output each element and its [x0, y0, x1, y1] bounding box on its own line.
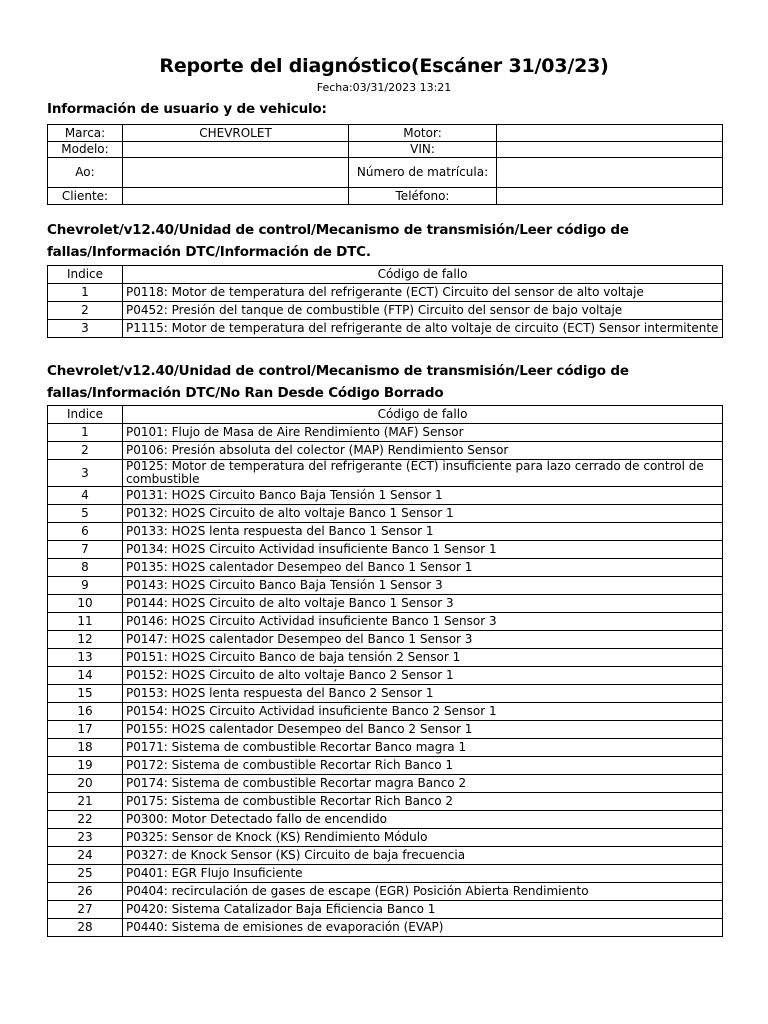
row-index: 27 — [48, 901, 123, 919]
table-row — [48, 793, 723, 811]
row-index: 21 — [48, 793, 123, 811]
row-index: 20 — [48, 775, 123, 793]
table-row — [48, 865, 723, 883]
table-row — [48, 284, 723, 302]
row-fault-code: P0151: HO2S Circuito Banco de baja tensión 2 Sensor 1 — [123, 649, 723, 667]
dtc-table-body — [48, 424, 723, 937]
table-row — [48, 649, 723, 667]
row-index: 1 — [48, 284, 123, 302]
row-fault-code: P0118: Motor de temperatura del refrigerante (ECT) Circuito del sensor de alto voltaje — [123, 284, 723, 302]
table-row — [48, 775, 723, 793]
row-index: 12 — [48, 631, 123, 649]
dtc-table-info — [47, 265, 723, 338]
row-fault-code: P0152: HO2S Circuito de alto voltaje Banco 2 Sensor 1 — [123, 667, 723, 685]
row-index: 8 — [48, 559, 123, 577]
row-fault-code: P0135: HO2S calentador Desempeo del Banco 1 Sensor 1 — [123, 559, 723, 577]
row-fault-code: P0300: Motor Detectado fallo de encendido — [123, 811, 723, 829]
table-row — [48, 631, 723, 649]
row-index: 13 — [48, 649, 123, 667]
table-row — [48, 559, 723, 577]
row-fault-code: P0132: HO2S Circuito de alto voltaje Banco 1 Sensor 1 — [123, 505, 723, 523]
vehicle-info-table — [47, 124, 723, 205]
value-ao — [123, 158, 349, 188]
table-row — [48, 685, 723, 703]
dtc-table-body — [48, 284, 723, 338]
row-index: 23 — [48, 829, 123, 847]
row-index: 15 — [48, 685, 123, 703]
row-index: 1 — [48, 424, 123, 442]
row-index: 3 — [48, 460, 123, 487]
row-fault-code: P0155: HO2S calentador Desempeo del Banco 2 Sensor 1 — [123, 721, 723, 739]
row-fault-code: P0420: Sistema Catalizador Baja Eficiencia Banco 1 — [123, 901, 723, 919]
value-cliente — [123, 188, 349, 205]
dtc-table-not-ran — [47, 405, 723, 937]
row-index: 25 — [48, 865, 123, 883]
row-fault-code: P0106: Presión absoluta del colector (MAP) Rendimiento Sensor — [123, 442, 723, 460]
label-motor: Motor: — [349, 125, 497, 142]
row-fault-code: P0143: HO2S Circuito Banco Baja Tensión 1 Sensor 3 — [123, 577, 723, 595]
report-title: Reporte del diagnóstico(Escáner 31/03/23) — [159, 55, 609, 77]
table-row — [48, 595, 723, 613]
table-row — [48, 302, 723, 320]
row-fault-code: P0147: HO2S calentador Desempeo del Banco 1 Sensor 3 — [123, 631, 723, 649]
section1-heading: Chevrolet/v12.40/Unidad de control/Mecanismo de transmisión/Leer código de fallas/Información DTC/Información de DTC. — [47, 222, 629, 260]
row-index: 6 — [48, 523, 123, 541]
table-row — [48, 320, 723, 338]
table-row — [48, 577, 723, 595]
row-index: 2 — [48, 442, 123, 460]
row-index: 19 — [48, 757, 123, 775]
row-fault-code: P0171: Sistema de combustible Recortar Banco magra 1 — [123, 739, 723, 757]
row-index: 16 — [48, 703, 123, 721]
value-matricula — [497, 158, 723, 188]
row-fault-code: P1115: Motor de temperatura del refrigerante de alto voltaje de circuito (ECT) Sensor intermitente — [123, 320, 723, 338]
table-row — [48, 487, 723, 505]
table-row — [48, 505, 723, 523]
row-index: 2 — [48, 302, 123, 320]
label-telefono: Teléfono: — [349, 188, 497, 205]
row-fault-code: P0440: Sistema de emisiones de evaporación (EVAP) — [123, 919, 723, 937]
row-index: 11 — [48, 613, 123, 631]
row-fault-code: P0327: de Knock Sensor (KS) Circuito de baja frecuencia — [123, 847, 723, 865]
label-cliente: Cliente: — [48, 188, 123, 205]
table-row — [48, 613, 723, 631]
row-index: 24 — [48, 847, 123, 865]
table-row — [48, 739, 723, 757]
row-fault-code: P0131: HO2S Circuito Banco Baja Tensión 1 Sensor 1 — [123, 487, 723, 505]
table-row — [48, 847, 723, 865]
row-index: 17 — [48, 721, 123, 739]
row-index: 26 — [48, 883, 123, 901]
table-row — [48, 901, 723, 919]
row-index: 18 — [48, 739, 123, 757]
row-fault-code: P0174: Sistema de combustible Recortar magra Banco 2 — [123, 775, 723, 793]
row-index: 10 — [48, 595, 123, 613]
label-matricula: Número de matrícula: — [349, 158, 497, 188]
row-fault-code: P0133: HO2S lenta respuesta del Banco 1 Sensor 1 — [123, 523, 723, 541]
row-index: 7 — [48, 541, 123, 559]
row-fault-code: P0172: Sistema de combustible Recortar Rich Banco 1 — [123, 757, 723, 775]
value-marca: CHEVROLET — [123, 125, 349, 142]
label-vin: VIN: — [349, 142, 497, 158]
user-info-heading: Información de usuario y de vehiculo: — [47, 101, 327, 117]
row-index: 22 — [48, 811, 123, 829]
row-index: 14 — [48, 667, 123, 685]
row-fault-code: P0154: HO2S Circuito Actividad insuficiente Banco 2 Sensor 1 — [123, 703, 723, 721]
row-index: 28 — [48, 919, 123, 937]
table-row — [48, 424, 723, 442]
row-fault-code: P0125: Motor de temperatura del refrigerante (ECT) insuficiente para lazo cerrado de control de combustible — [123, 460, 723, 487]
row-fault-code: P0101: Flujo de Masa de Aire Rendimiento (MAF) Sensor — [123, 424, 723, 442]
value-vin — [497, 142, 723, 158]
table-row — [48, 811, 723, 829]
table-row — [48, 919, 723, 937]
row-fault-code: P0325: Sensor de Knock (KS) Rendimiento Módulo — [123, 829, 723, 847]
table-row — [48, 703, 723, 721]
row-fault-code: P0452: Presión del tanque de combustible (FTP) Circuito del sensor de bajo voltaje — [123, 302, 723, 320]
row-index: 3 — [48, 320, 123, 338]
col-code-header: Código de fallo — [123, 406, 723, 424]
row-index: 4 — [48, 487, 123, 505]
row-fault-code: P0144: HO2S Circuito de alto voltaje Banco 1 Sensor 3 — [123, 595, 723, 613]
value-modelo — [123, 142, 349, 158]
col-index-header: Indice — [48, 406, 123, 424]
col-code-header: Código de fallo — [123, 266, 723, 284]
row-fault-code: P0134: HO2S Circuito Actividad insuficiente Banco 1 Sensor 1 — [123, 541, 723, 559]
table-row — [48, 757, 723, 775]
row-fault-code: P0404: recirculación de gases de escape (EGR) Posición Abierta Rendimiento — [123, 883, 723, 901]
table-row — [48, 442, 723, 460]
table-row — [48, 667, 723, 685]
label-marca: Marca: — [48, 125, 123, 142]
row-fault-code: P0175: Sistema de combustible Recortar Rich Banco 2 — [123, 793, 723, 811]
row-index: 5 — [48, 505, 123, 523]
label-ao: Ao: — [48, 158, 123, 188]
row-fault-code: P0146: HO2S Circuito Actividad insuficiente Banco 1 Sensor 3 — [123, 613, 723, 631]
table-row — [48, 829, 723, 847]
table-row — [48, 721, 723, 739]
row-fault-code: P0153: HO2S lenta respuesta del Banco 2 Sensor 1 — [123, 685, 723, 703]
value-telefono — [497, 188, 723, 205]
table-row — [48, 460, 723, 487]
table-row — [48, 541, 723, 559]
value-motor — [497, 125, 723, 142]
section2-heading: Chevrolet/v12.40/Unidad de control/Mecanismo de transmisión/Leer código de fallas/Información DTC/No Ran Desde Código Borrado — [47, 363, 629, 401]
row-fault-code: P0401: EGR Flujo Insuficiente — [123, 865, 723, 883]
col-index-header: Indice — [48, 266, 123, 284]
report-date: Fecha:03/31/2023 13:21 — [316, 81, 452, 94]
table-row — [48, 883, 723, 901]
table-row — [48, 523, 723, 541]
row-index: 9 — [48, 577, 123, 595]
label-modelo: Modelo: — [48, 142, 123, 158]
